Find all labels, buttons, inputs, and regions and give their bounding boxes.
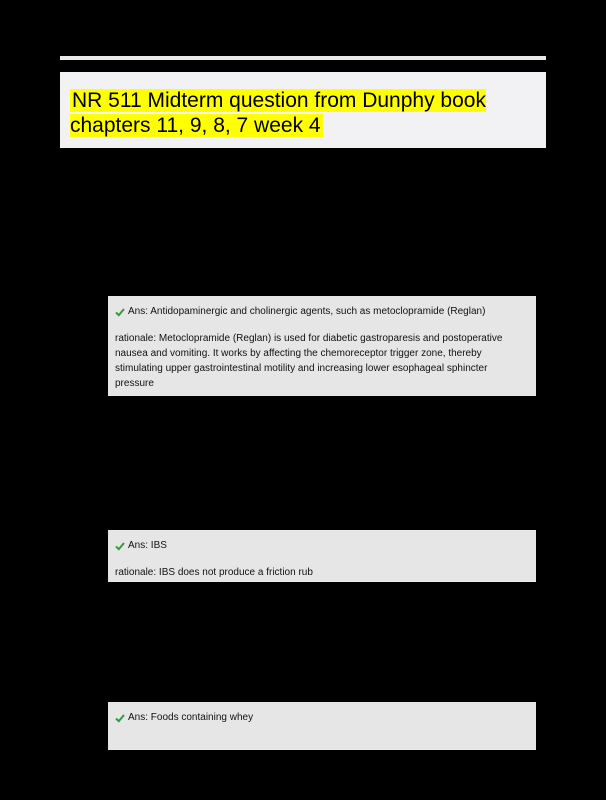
check-icon [115, 541, 125, 551]
answer-line [115, 710, 529, 725]
answer-text: Ans: IBS [128, 540, 167, 551]
answer-line [115, 538, 529, 553]
title-box [60, 72, 546, 148]
check-icon [115, 713, 125, 723]
answer-line [115, 304, 529, 319]
page-title [70, 88, 536, 138]
answer-box-2 [108, 530, 536, 582]
rationale-text: rationale: IBS does not produce a friction rub [115, 567, 313, 578]
rationale-text: rationale: Metoclopramide (Reglan) is used for diabetic gastroparesis and postoperative nausea and vomiting. It works by affecting the chemoreceptor trigger zone, thereby stimulating upper gastrointestinal motility and increasing lower esophageal sphincter pressure [115, 333, 503, 389]
answer-text: Ans: Foods containing whey [128, 712, 254, 723]
top-divider [60, 56, 546, 60]
answer-box-1 [108, 296, 536, 396]
answer-box-3 [108, 702, 536, 750]
answer-text: Ans: Antidopaminergic and cholinergic agents, such as metoclopramide (Reglan) [128, 306, 486, 317]
page-title-highlight: NR 511 Midterm question from Dunphy book chapters 11, 9, 8, 7 week 4 [70, 89, 486, 137]
check-icon [115, 307, 125, 317]
